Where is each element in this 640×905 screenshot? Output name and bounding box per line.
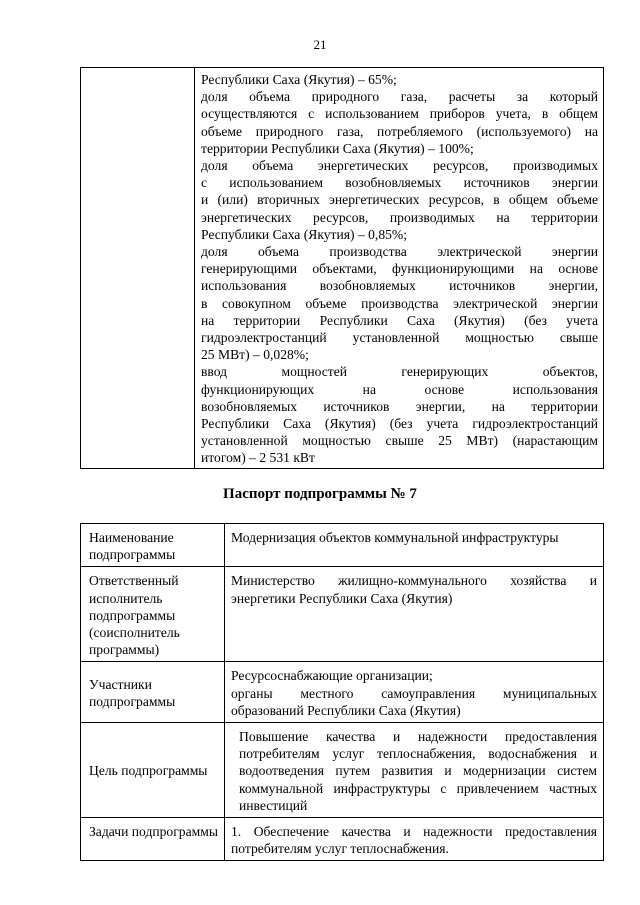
text-line: энергетических ресурсов, производимых на территории bbox=[201, 209, 598, 225]
page-number: 21 bbox=[313, 37, 327, 52]
table-row bbox=[81, 818, 604, 861]
indicators-cell bbox=[195, 68, 604, 469]
text-line: установленной мощностью свыше 25 МВт) (нарастающим bbox=[201, 433, 598, 449]
text-line: на территории Республики Саха (Якутия) (без учета bbox=[201, 312, 598, 328]
row-value-tasks: 1. Обеспечение качества и надежности предоставления потребителям услуг теплоснабжения. bbox=[225, 818, 604, 861]
text-line: возобновляемых источников энергии, на территории bbox=[201, 398, 598, 414]
table-row bbox=[81, 567, 604, 662]
row-value-participants bbox=[225, 662, 604, 723]
text-line: осуществляются с использованием приборов учета, в общем bbox=[201, 106, 598, 122]
passport-table bbox=[80, 523, 604, 861]
row-label-participants: Участники подпрограммы bbox=[81, 662, 225, 723]
row-label-goal: Цель подпрограммы bbox=[81, 723, 225, 818]
table-row bbox=[81, 68, 604, 469]
table-row bbox=[81, 723, 604, 818]
text-line: доля объема производства электрической энергии bbox=[201, 244, 598, 260]
text-line: использования возобновляемых источников энергии, bbox=[201, 278, 598, 294]
text-line: территории Республики Саха (Якутия) – 100%; bbox=[201, 140, 474, 156]
text-line: функционирующих на основе использования bbox=[201, 381, 598, 397]
empty-cell bbox=[81, 68, 195, 469]
text-line: Республики Саха (Якутия) – 0,85%; bbox=[201, 226, 408, 242]
text-line: генерирующими объектами, функционирующими на основе bbox=[201, 261, 598, 277]
text-line: с использованием возобновляемых источников энергии bbox=[201, 175, 598, 191]
text-line: доля объема природного газа, расчеты за который bbox=[201, 89, 598, 105]
row-label-name: Наименование подпрограммы bbox=[81, 524, 225, 567]
text-line: 25 МВт) – 0,028%; bbox=[201, 347, 309, 363]
text-line: гидроэлектростанций установленной мощностью свыше bbox=[201, 330, 598, 346]
text-line: и (или) вторичных энергетических ресурсов, в общем объеме bbox=[201, 192, 598, 208]
text-line: итогом) – 2 531 кВт bbox=[201, 450, 315, 466]
row-value-executor: Министерство жилищно-коммунального хозяйства и энергетики Республики Саха (Якутия) bbox=[225, 567, 604, 662]
text-line: в совокупном объеме производства электрической энергии bbox=[201, 295, 598, 311]
text-line: Республики Саха (Якутия) (без учета гидроэлектростанций bbox=[201, 416, 598, 432]
text-line: объеме природного газа, потребляемого (используемого) на bbox=[201, 123, 598, 139]
text-line: ввод мощностей генерирующих объектов, bbox=[201, 364, 598, 380]
participant-line: Ресурсоснабжающие организации; bbox=[231, 668, 433, 684]
row-value-name: Модернизация объектов коммунальной инфраструктуры bbox=[225, 524, 604, 567]
text-line: доля объема энергетических ресурсов, производимых bbox=[201, 158, 598, 174]
table-row bbox=[81, 524, 604, 567]
passport-title: Паспорт подпрограммы № 7 bbox=[223, 486, 417, 502]
row-label-executor: Ответственный исполнитель подпрограммы (соисполнитель программы) bbox=[81, 567, 225, 662]
table-row bbox=[81, 662, 604, 723]
continuation-table bbox=[80, 67, 604, 469]
participant-line: органы местного самоуправления муниципальных образований Республики Саха (Якутия) bbox=[231, 685, 597, 718]
text-line: Республики Саха (Якутия) – 65%; bbox=[201, 72, 397, 87]
row-label-tasks: Задачи подпрограммы bbox=[81, 818, 225, 861]
row-value-goal: Повышение качества и надежности предоставления потребителям услуг теплоснабжения, водоснабжения и водоотведения путем развития и модернизации систем коммунальной инфраструктуры с привлечением частных инвестиций bbox=[225, 723, 604, 818]
